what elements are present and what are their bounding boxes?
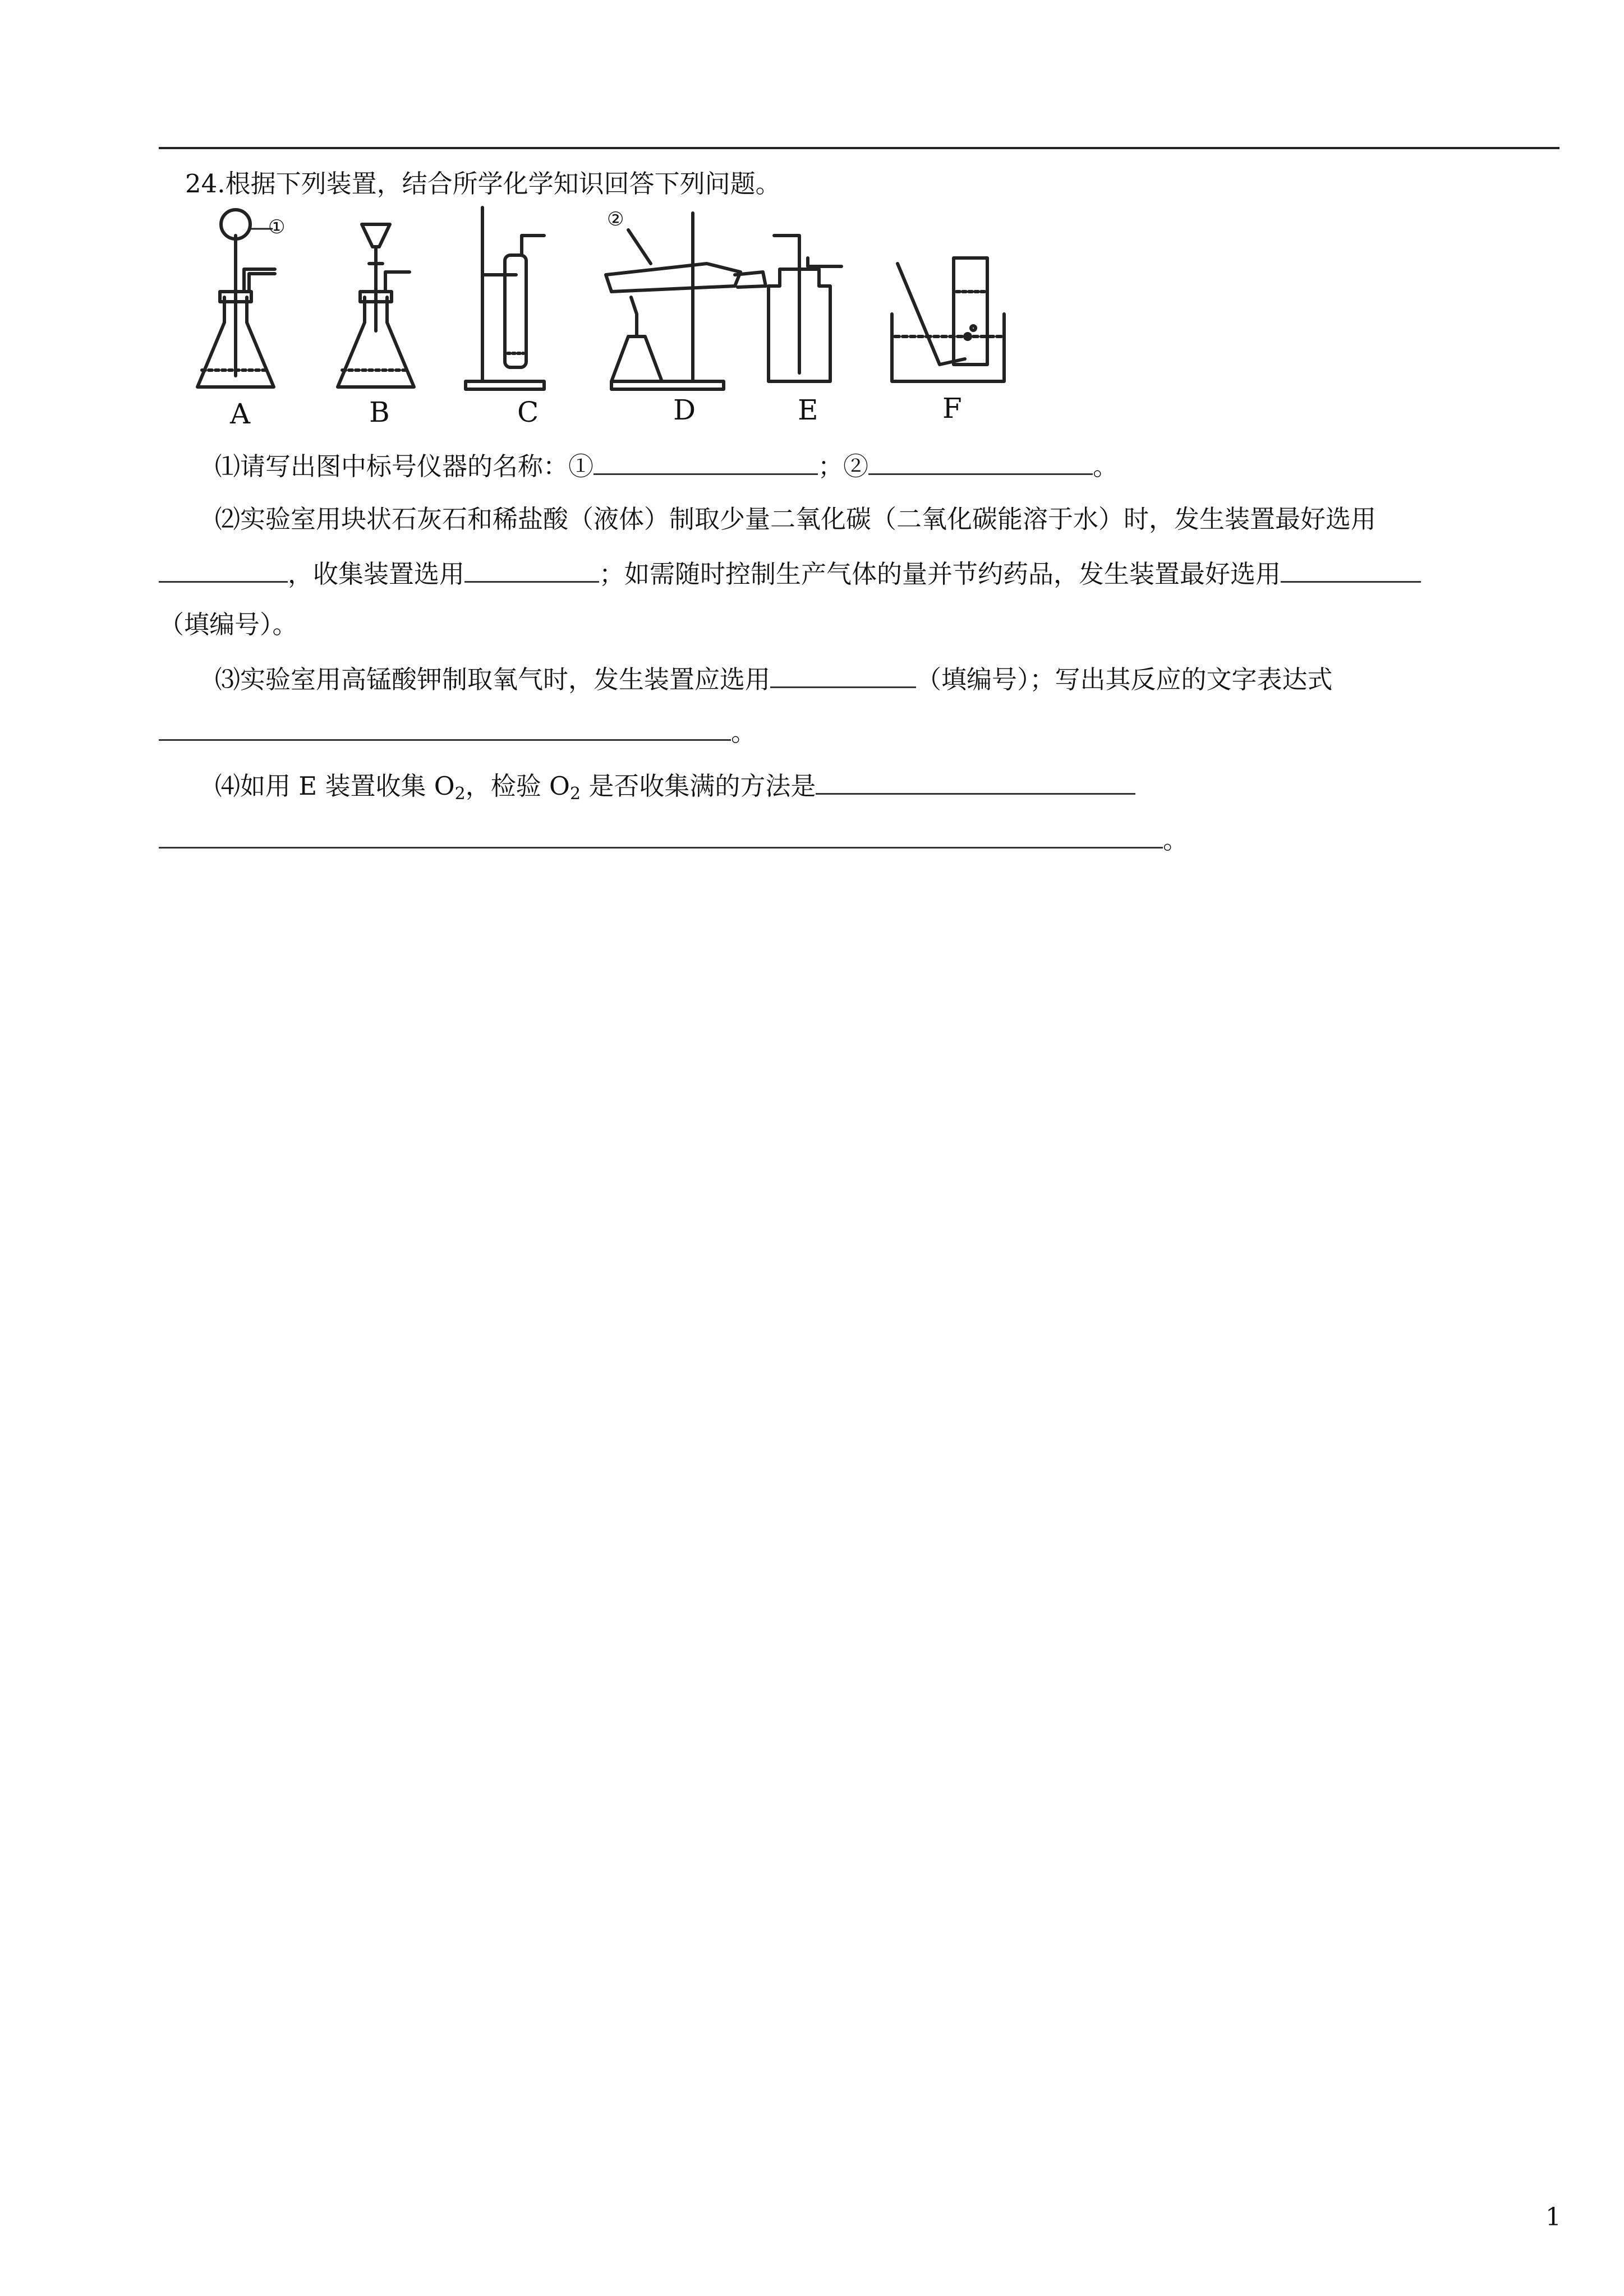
apparatus-b — [338, 224, 414, 387]
q4-end: 。 — [1163, 825, 1189, 855]
q1-prefix: ⑴请写出图中标号仪器的名称：① — [215, 451, 594, 481]
q4-subscript-1: 2 — [454, 784, 466, 804]
q3-text-a: ⑶实验室用高锰酸钾制取氧气时，发生装置应选用 — [215, 665, 771, 694]
apparatus-d — [606, 213, 766, 389]
q3-answer-blank-2[interactable] — [159, 713, 731, 741]
q1-line — [215, 448, 1118, 483]
apparatus-figure — [191, 202, 1122, 432]
label-a: A — [230, 398, 251, 430]
q4-line-2 — [159, 821, 1188, 857]
header-rule — [159, 147, 1559, 149]
q2-line-3: （填编号）。 — [159, 610, 298, 639]
marker-2: ② — [607, 208, 624, 230]
q2-text-a: ，收集装置选用 — [288, 559, 465, 589]
apparatus-diagram — [191, 202, 1122, 432]
q2-answer-blank-3[interactable] — [1281, 555, 1421, 583]
label-f: F — [942, 392, 962, 425]
q4-line-1 — [215, 767, 1135, 811]
page-number: 1 — [1545, 2203, 1561, 2232]
q4-text-b: ，检验 O — [465, 771, 570, 801]
q3-text-b: （填编号）；写出其反应的文字表达式 — [916, 665, 1333, 694]
q4-answer-blank-1[interactable] — [816, 767, 1135, 795]
q3-line-1 — [215, 661, 1333, 697]
label-e: E — [798, 394, 818, 426]
q1-separator: ；② — [818, 451, 869, 481]
label-d: D — [673, 394, 696, 426]
q2-answer-blank-1[interactable] — [159, 555, 288, 583]
q3-answer-blank-1[interactable] — [770, 661, 916, 688]
q1-answer-blank-2[interactable] — [868, 448, 1093, 475]
q4-answer-blank-2[interactable] — [159, 821, 1163, 849]
label-b: B — [369, 396, 390, 428]
apparatus-f — [892, 258, 1004, 381]
q2-line-1: ⑵实验室用块状石灰石和稀盐酸（液体）制取少量二氧化碳（二氧化碳能溶于水）时，发生装置最好选用 — [215, 504, 1377, 534]
q2-answer-blank-2[interactable] — [464, 555, 599, 583]
marker-1: ① — [268, 216, 286, 238]
q3-end: 。 — [731, 717, 757, 747]
q2-text-b: ；如需随时控制生产气体的量并节约药品，发生装置最好选用 — [599, 559, 1281, 589]
apparatus-a — [197, 210, 275, 387]
q4-text-c: 是否收集满的方法是 — [581, 771, 816, 801]
apparatus-c — [466, 208, 544, 389]
q1-answer-blank-1[interactable] — [594, 448, 818, 475]
q4-subscript-2: 2 — [569, 784, 581, 804]
apparatus-e — [769, 236, 841, 381]
q2-line-2 — [159, 555, 1421, 591]
q4-text-a: ⑷如用 E 装置收集 O — [215, 771, 455, 801]
q3-line-2 — [159, 713, 756, 749]
q1-end: 。 — [1093, 451, 1119, 481]
label-c: C — [517, 396, 539, 428]
question-title: 24.根据下列装置，结合所学化学知识回答下列问题。 — [185, 169, 781, 199]
